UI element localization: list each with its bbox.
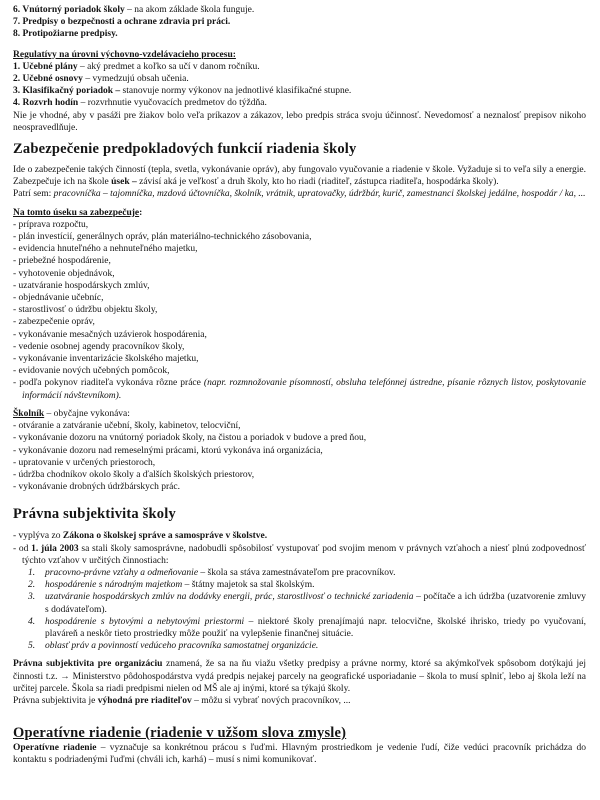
subsection-heading: Regulatívy na úrovni výchovno-vzdelávacieho procesu:: [13, 49, 236, 60]
list-item-label: 3. Klasifikačný poriadok –: [13, 86, 121, 97]
list-item-text: – na akom základe škola funguje.: [124, 5, 255, 15]
dash-item: - od 1. júla 2003 sa stali školy samosprávne, nadobudli spôsobilosť vystupovať pod svojim menom v právnych vzťahoch a niesť plnú zodpovednosť týchto vzťahov v určitých činnostiach:: [13, 543, 587, 566]
subsection-heading: Školník – obyčajne vykonáva:: [13, 408, 130, 419]
numbered-item: 5. oblasť práv a povinností vedúceho pracovníka samostatnej organizácie.: [28, 641, 319, 652]
section-heading: Zabezpečenie predpokladových funkcií riadenia školy: [13, 141, 357, 158]
bullet-item: - vykonávanie drobných údržbárskych prác.: [13, 482, 180, 493]
subsection-heading: Na tomto úseku sa zabezpečuje:: [13, 207, 143, 218]
list-item-text: – aký predmet a koľko sa učí v danom ročníku.: [77, 61, 260, 72]
list-item-label: 1. Učebné plány: [13, 61, 78, 72]
paragraph: Patrí sem: pracovníčka – tajomníčka, mzdová účtovníčka, školník, vrátnik, upratovačky, údržbár, kurič, zamestnanci školskej jedálne, hospodár / ka, ...: [13, 189, 586, 200]
section-heading: Právna subjektivita školy: [13, 506, 176, 523]
bullet-item: - evidovanie nových učebných pomôcok,: [13, 366, 170, 377]
bullet-item: - vykonávanie inventarizácie školského majetku,: [13, 354, 199, 365]
list-item-text: stanovuje normy výkonov na jednotlivé klasifikačné stupne.: [120, 86, 352, 97]
list-item-label: 2. Učebné osnovy: [13, 74, 83, 85]
list-item: [13, 73, 586, 85]
section-heading: Operatívne riadenie (riadenie v užšom slova zmysle): [13, 725, 347, 742]
bullet-item: - otváranie a zatváranie učební, školy, kabinetov, telocviční,: [13, 421, 241, 432]
list-item: [13, 4, 586, 16]
paragraph: Nie je vhodné, aby v pasáži pre žiakov bolo veľa príkazov a zákazov, lebo predpis stráca svoju účinnosť. Nevedomosť a neznalosť prepisov nikoho neospravedlňuje.: [13, 110, 586, 133]
bullet-item: - starostlivosť o údržbu objektu školy,: [13, 305, 158, 316]
list-item: [13, 85, 586, 97]
bullet-item: - vykonávanie dozoru nad remeselnými prácami, ktorú vykonáva iná organizácia,: [13, 445, 323, 456]
paragraph: Právna subjektivita je výhodná pre riaditeľov – môžu si vybrať nových pracovníkov, ...: [13, 695, 351, 706]
list-item-label: 4. Rozvrh hodín: [13, 98, 79, 109]
paragraph: Ide o zabezpečenie takých činností (tepla, svetla, vykonávanie opráv), aby fungovalo vyučovanie a riadenie v škole. Vyžaduje si to veľa sily a energie. Zabezpečuje ich na škole úsek – závisí aká je veľkosť a druh školy, kto ho riadi (riaditeľ, zástupca riaditeľa, hospodárka školy).: [13, 165, 586, 188]
numbered-item: 4. hospodárenie s bytovými a nebytovými priestormi – niektoré školy prenajímajú napr. telocvične, školské ihrisko, triedy po vyučovaní, plaváreň a neskôr tieto prostriedky môže použiť na vylepšenie finančnej situácie.: [28, 616, 586, 639]
list-item: [13, 28, 586, 40]
paragraph: Právna subjektivita pre organizáciu znamená, že sa na ňu viažu všetky predpisy a právne normy, ktoré sa akýmkoľvek spôsobom dotýkajú jej činnosti t.z. → Ministerstvo pôdohospodárstva vydá predpis nejakej parcely na geografické usporiadanie – škola to musí splniť, lebo aj škola leží na určitej parcele. Škola sa riadi predpismi nielen od MŠ ale aj inými, ktoré sa týkajú školy.: [13, 659, 586, 694]
list-item: [13, 97, 586, 109]
list-item-label: 6. Vnútorný poriadok školy: [13, 5, 125, 15]
bullet-item: - údržba chodníkov okolo školy a ďalších školských priestorov,: [13, 469, 255, 480]
bullet-item: - vykonávanie dozoru na vnútorný poriadok školy, na čistou a poriadok v budove a pred ňou,: [13, 433, 367, 444]
bullet-item: - vykonávanie mesačných uzávierok hospodárenia,: [13, 329, 207, 340]
bullet-item: - upratovanie v určených priestoroch,: [13, 457, 156, 468]
numbered-item: 1. pracovno-právne vzťahy a odmeňovanie – škola sa stáva zamestnávateľom pre pracovníkov.: [28, 567, 396, 578]
list-item: [13, 16, 586, 28]
bullet-item: - vyhotovenie objednávok,: [13, 268, 115, 279]
bullet-item: - evidencia hnuteľného a nehnuteľného majetku,: [13, 244, 198, 255]
list-item-label: 8. Protipožiarne predpisy.: [13, 29, 118, 40]
bullet-item: - príprava rozpočtu,: [13, 219, 89, 230]
list-item-label: 7. Predpisy o bezpečnosti a ochrane zdravia pri práci.: [13, 17, 231, 28]
numbered-item: 3. uzatváranie hospodárskych zmlúv na dodávky energii, prác, starostlivosť o technické zariadenia – počítače a ich údržba (uzatvorenie zmluvy s dodávateľom).: [28, 592, 586, 615]
numbered-item: 2. hospodárenie s národným majetkom – štátny majetok sa stal školským.: [28, 580, 315, 591]
bullet-item: - zabezpečenie opráv,: [13, 317, 95, 328]
list-item-text: – vymedzujú obsah učenia.: [82, 74, 189, 85]
list-item-text: – rozvrhnutie vyučovacích predmetov do týždňa.: [78, 98, 267, 109]
bullet-item: - vedenie osobnej agendy pracovníkov školy,: [13, 341, 185, 352]
bullet-item: - objednávanie učebníc,: [13, 293, 104, 304]
bullet-item: - uzatváranie hospodárskych zmlúv,: [13, 280, 150, 291]
bullet-item: - plán investícií, generálnych opráv, plán materiálno-technického zásobovania,: [13, 232, 312, 243]
list-item: [13, 61, 586, 73]
bullet-item: - podľa pokynov riaditeľa vykonáva rôzne práce (napr. rozmnožovanie písomností, obsluha telefónnej ústredne, písanie rôznych listov, poskytovanie informácií návštevníkom).: [13, 378, 586, 401]
dash-item: - vyplýva zo Zákona o školskej správe a samospráve v školstve.: [13, 531, 268, 542]
paragraph: Operatívne riadenie – vyznačuje sa konkrétnou prácou s ľuďmi. Hlavným prostriedkom je vedenie ľudí, čiže vedúci pracovník prichádza do kontaktu s podriadenými ľuďmi (chváli ich, karhá) – musí s nimi komunikovať.: [13, 743, 586, 766]
bullet-item: - priebežné hospodárenie,: [13, 256, 111, 267]
